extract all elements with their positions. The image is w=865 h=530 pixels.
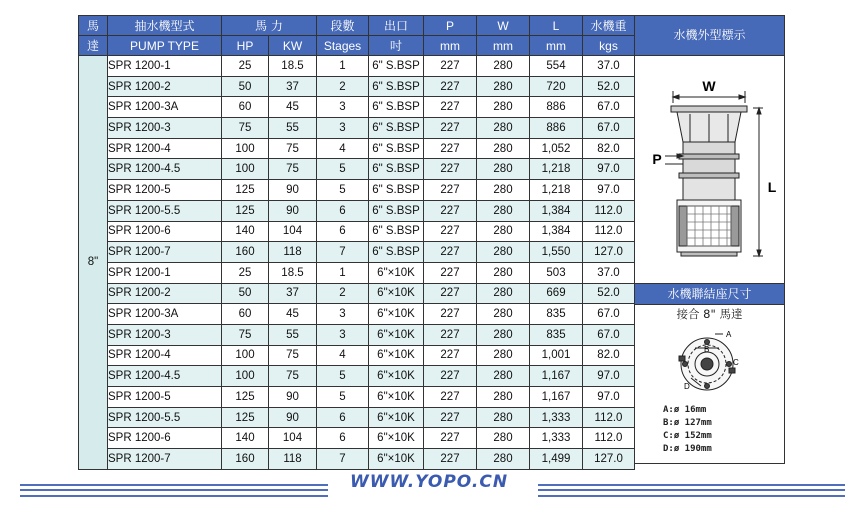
table-row	[79, 56, 635, 77]
cell-p: 227	[424, 76, 477, 97]
cell-kw: 37	[269, 283, 317, 304]
cell-model: SPR 1200-5	[108, 387, 222, 408]
side-panel	[634, 15, 785, 464]
cell-p: 227	[424, 138, 477, 159]
cell-p: 227	[424, 180, 477, 201]
cell-l: 1,167	[530, 387, 583, 408]
cell-w: 280	[477, 221, 530, 242]
cell-outlet: 6" S.BSP	[369, 242, 424, 263]
footer-rule-left	[20, 484, 328, 497]
cell-kw: 104	[269, 428, 317, 449]
cell-model: SPR 1200-3A	[108, 97, 222, 118]
flange-label-c: C	[733, 358, 739, 367]
pump-spec-table	[78, 15, 635, 470]
table-row	[79, 200, 635, 221]
header-l: L	[530, 16, 583, 36]
header-l-unit: mm	[530, 36, 583, 56]
header-pump-type: PUMP TYPE	[108, 36, 222, 56]
cell-w: 280	[477, 366, 530, 387]
cell-stages: 3	[317, 304, 369, 325]
cell-w: 280	[477, 345, 530, 366]
cell-kw: 18.5	[269, 262, 317, 283]
cell-model: SPR 1200-5.5	[108, 407, 222, 428]
cell-l: 1,333	[530, 428, 583, 449]
cell-p: 227	[424, 118, 477, 139]
cell-hp: 25	[222, 56, 269, 77]
cell-outlet: 6" S.BSP	[369, 159, 424, 180]
cell-hp: 100	[222, 366, 269, 387]
cell-weight: 97.0	[583, 366, 635, 387]
cell-l: 886	[530, 97, 583, 118]
cell-outlet: 6" S.BSP	[369, 118, 424, 139]
cell-weight: 112.0	[583, 221, 635, 242]
cell-outlet: 6"×10K	[369, 304, 424, 325]
header-stages-en: Stages	[317, 36, 369, 56]
table-row	[79, 262, 635, 283]
table-row	[79, 138, 635, 159]
cell-outlet: 6" S.BSP	[369, 56, 424, 77]
cell-p: 227	[424, 159, 477, 180]
cell-stages: 3	[317, 118, 369, 139]
cell-stages: 5	[317, 387, 369, 408]
cell-model: SPR 1200-4.5	[108, 159, 222, 180]
header-power: 馬 力	[222, 16, 317, 36]
cell-weight: 67.0	[583, 324, 635, 345]
cell-l: 1,052	[530, 138, 583, 159]
cell-w: 280	[477, 76, 530, 97]
cell-kw: 75	[269, 345, 317, 366]
flange-label-a: A	[726, 330, 732, 339]
cell-model: SPR 1200-7	[108, 449, 222, 470]
cell-p: 227	[424, 428, 477, 449]
cell-stages: 5	[317, 366, 369, 387]
cell-l: 1,218	[530, 159, 583, 180]
dim-p-label: P	[652, 151, 662, 167]
cell-stages: 4	[317, 138, 369, 159]
cell-hp: 50	[222, 283, 269, 304]
cell-stages: 5	[317, 159, 369, 180]
cell-model: SPR 1200-6	[108, 428, 222, 449]
cell-p: 227	[424, 366, 477, 387]
header-outlet-unit: 吋	[369, 36, 424, 56]
cell-model: SPR 1200-1	[108, 262, 222, 283]
cell-weight: 52.0	[583, 76, 635, 97]
cell-l: 835	[530, 324, 583, 345]
header-motor-2: 達	[79, 36, 108, 56]
motor-size-cell: 8"	[79, 56, 108, 470]
header-model: 抽水機型式	[108, 16, 222, 36]
cell-hp: 100	[222, 159, 269, 180]
cell-stages: 6	[317, 200, 369, 221]
cell-w: 280	[477, 180, 530, 201]
cell-model: SPR 1200-4	[108, 138, 222, 159]
cell-w: 280	[477, 97, 530, 118]
cell-kw: 90	[269, 387, 317, 408]
legend-c: C:ø 152mm	[663, 431, 712, 441]
cell-outlet: 6"×10K	[369, 262, 424, 283]
table-row	[79, 407, 635, 428]
table-row	[79, 97, 635, 118]
cell-stages: 6	[317, 407, 369, 428]
cell-stages: 3	[317, 97, 369, 118]
cell-l: 835	[530, 304, 583, 325]
cell-outlet: 6" S.BSP	[369, 138, 424, 159]
outline-title: 水機外型標示	[635, 16, 784, 56]
cell-outlet: 6" S.BSP	[369, 97, 424, 118]
cell-hp: 60	[222, 304, 269, 325]
table-row	[79, 242, 635, 263]
cell-model: SPR 1200-3	[108, 324, 222, 345]
cell-w: 280	[477, 118, 530, 139]
cell-outlet: 6"×10K	[369, 283, 424, 304]
cell-w: 280	[477, 262, 530, 283]
cell-weight: 82.0	[583, 138, 635, 159]
cell-w: 280	[477, 283, 530, 304]
cell-l: 1,167	[530, 366, 583, 387]
cell-hp: 100	[222, 138, 269, 159]
cell-hp: 140	[222, 428, 269, 449]
cell-stages: 1	[317, 56, 369, 77]
cell-l: 503	[530, 262, 583, 283]
cell-w: 280	[477, 428, 530, 449]
footer	[0, 470, 865, 520]
table-row	[79, 180, 635, 201]
footer-url[interactable]: WWW.YOPO.CN	[349, 472, 509, 492]
cell-outlet: 6"×10K	[369, 428, 424, 449]
cell-stages: 1	[317, 262, 369, 283]
cell-model: SPR 1200-3	[108, 118, 222, 139]
cell-weight: 112.0	[583, 200, 635, 221]
cell-weight: 37.0	[583, 262, 635, 283]
cell-p: 227	[424, 407, 477, 428]
cell-p: 227	[424, 304, 477, 325]
cell-hp: 75	[222, 118, 269, 139]
table-row	[79, 366, 635, 387]
header-w: W	[477, 16, 530, 36]
cell-p: 227	[424, 97, 477, 118]
cell-model: SPR 1200-4	[108, 345, 222, 366]
cell-model: SPR 1200-4.5	[108, 366, 222, 387]
cell-model: SPR 1200-2	[108, 76, 222, 97]
cell-l: 720	[530, 76, 583, 97]
cell-p: 227	[424, 324, 477, 345]
cell-kw: 55	[269, 118, 317, 139]
header-w-unit: mm	[477, 36, 530, 56]
cell-model: SPR 1200-3A	[108, 304, 222, 325]
cell-w: 280	[477, 449, 530, 470]
table-row	[79, 449, 635, 470]
cell-outlet: 6"×10K	[369, 345, 424, 366]
cell-l: 1,384	[530, 221, 583, 242]
cell-model: SPR 1200-5	[108, 180, 222, 201]
cell-w: 280	[477, 324, 530, 345]
cell-outlet: 6"×10K	[369, 324, 424, 345]
cell-kw: 90	[269, 200, 317, 221]
cell-outlet: 6"×10K	[369, 366, 424, 387]
cell-weight: 67.0	[583, 304, 635, 325]
cell-kw: 104	[269, 221, 317, 242]
dim-l-label: L	[767, 179, 777, 195]
cell-model: SPR 1200-5.5	[108, 200, 222, 221]
header-stages: 段數	[317, 16, 369, 36]
cell-l: 1,333	[530, 407, 583, 428]
cell-p: 227	[424, 200, 477, 221]
cell-l: 554	[530, 56, 583, 77]
cell-weight: 97.0	[583, 159, 635, 180]
cell-stages: 5	[317, 180, 369, 201]
header-outlet: 出口	[369, 16, 424, 36]
cell-w: 280	[477, 304, 530, 325]
cell-l: 1,218	[530, 180, 583, 201]
coupling-note: 接合 8" 馬達	[676, 307, 743, 321]
cell-hp: 50	[222, 76, 269, 97]
cell-w: 280	[477, 407, 530, 428]
table-row	[79, 76, 635, 97]
cell-p: 227	[424, 242, 477, 263]
cell-weight: 112.0	[583, 428, 635, 449]
cell-hp: 125	[222, 200, 269, 221]
table-row	[79, 387, 635, 408]
header-kw: KW	[269, 36, 317, 56]
table-row	[79, 221, 635, 242]
cell-hp: 100	[222, 345, 269, 366]
table-row	[79, 304, 635, 325]
cell-l: 1,001	[530, 345, 583, 366]
cell-kw: 75	[269, 159, 317, 180]
cell-kw: 75	[269, 138, 317, 159]
cell-kw: 45	[269, 304, 317, 325]
cell-l: 1,550	[530, 242, 583, 263]
cell-kw: 90	[269, 407, 317, 428]
cell-outlet: 6" S.BSP	[369, 221, 424, 242]
cell-p: 227	[424, 262, 477, 283]
header-weight: 水機重	[583, 16, 635, 36]
cell-weight: 67.0	[583, 118, 635, 139]
cell-w: 280	[477, 159, 530, 180]
cell-kw: 75	[269, 366, 317, 387]
legend-d: D:ø 190mm	[663, 444, 712, 454]
cell-model: SPR 1200-1	[108, 56, 222, 77]
table-row	[79, 345, 635, 366]
cell-weight: 67.0	[583, 97, 635, 118]
cell-l: 1,384	[530, 200, 583, 221]
cell-hp: 160	[222, 242, 269, 263]
cell-model: SPR 1200-2	[108, 283, 222, 304]
header-hp: HP	[222, 36, 269, 56]
cell-outlet: 6"×10K	[369, 387, 424, 408]
legend-a: A:ø 16mm	[663, 405, 707, 415]
cell-p: 227	[424, 449, 477, 470]
cell-p: 227	[424, 387, 477, 408]
cell-stages: 7	[317, 449, 369, 470]
cell-hp: 125	[222, 407, 269, 428]
header-row-1	[79, 16, 635, 36]
table-row	[79, 428, 635, 449]
cell-kw: 37	[269, 76, 317, 97]
cell-kw: 18.5	[269, 56, 317, 77]
cell-weight: 37.0	[583, 56, 635, 77]
cell-hp: 125	[222, 180, 269, 201]
cell-kw: 45	[269, 97, 317, 118]
cell-w: 280	[477, 242, 530, 263]
cell-kw: 118	[269, 449, 317, 470]
cell-kw: 90	[269, 180, 317, 201]
cell-outlet: 6"×10K	[369, 407, 424, 428]
header-p: P	[424, 16, 477, 36]
cell-l: 669	[530, 283, 583, 304]
cell-model: SPR 1200-6	[108, 221, 222, 242]
cell-weight: 82.0	[583, 345, 635, 366]
flange-label-d: D	[684, 382, 690, 391]
footer-rule-right	[538, 484, 845, 497]
flange-label-b: B	[704, 345, 710, 354]
cell-stages: 2	[317, 283, 369, 304]
cell-p: 227	[424, 56, 477, 77]
cell-weight: 112.0	[583, 407, 635, 428]
coupling-title: 水機聯結座尺寸	[635, 283, 784, 305]
spec-sheet	[78, 15, 785, 464]
table-row	[79, 118, 635, 139]
cell-outlet: 6"×10K	[369, 449, 424, 470]
cell-hp: 160	[222, 449, 269, 470]
dim-w-label: W	[702, 78, 716, 94]
cell-weight: 52.0	[583, 283, 635, 304]
cell-w: 280	[477, 138, 530, 159]
header-p-unit: mm	[424, 36, 477, 56]
cell-outlet: 6" S.BSP	[369, 180, 424, 201]
cell-w: 280	[477, 200, 530, 221]
header-row-2	[79, 36, 635, 56]
cell-stages: 3	[317, 324, 369, 345]
cell-hp: 60	[222, 97, 269, 118]
cell-weight: 97.0	[583, 180, 635, 201]
cell-weight: 127.0	[583, 242, 635, 263]
table-body	[79, 56, 635, 470]
cell-weight: 127.0	[583, 449, 635, 470]
flange-diagram	[635, 328, 784, 398]
cell-outlet: 6" S.BSP	[369, 76, 424, 97]
pump-outline-diagram	[635, 56, 784, 282]
legend-b: B:ø 127mm	[663, 418, 712, 428]
cell-stages: 2	[317, 76, 369, 97]
cell-kw: 118	[269, 242, 317, 263]
cell-p: 227	[424, 345, 477, 366]
cell-stages: 6	[317, 428, 369, 449]
table-row	[79, 159, 635, 180]
cell-p: 227	[424, 221, 477, 242]
cell-hp: 25	[222, 262, 269, 283]
cell-stages: 6	[317, 221, 369, 242]
cell-l: 1,499	[530, 449, 583, 470]
table-row	[79, 324, 635, 345]
cell-kw: 55	[269, 324, 317, 345]
header-weight-unit: kgs	[583, 36, 635, 56]
cell-hp: 75	[222, 324, 269, 345]
cell-p: 227	[424, 283, 477, 304]
cell-w: 280	[477, 56, 530, 77]
cell-stages: 4	[317, 345, 369, 366]
cell-weight: 97.0	[583, 387, 635, 408]
cell-l: 886	[530, 118, 583, 139]
cell-stages: 7	[317, 242, 369, 263]
table-row	[79, 283, 635, 304]
cell-outlet: 6" S.BSP	[369, 200, 424, 221]
cell-hp: 140	[222, 221, 269, 242]
header-motor: 馬	[79, 16, 108, 36]
cell-hp: 125	[222, 387, 269, 408]
cell-w: 280	[477, 387, 530, 408]
cell-model: SPR 1200-7	[108, 242, 222, 263]
